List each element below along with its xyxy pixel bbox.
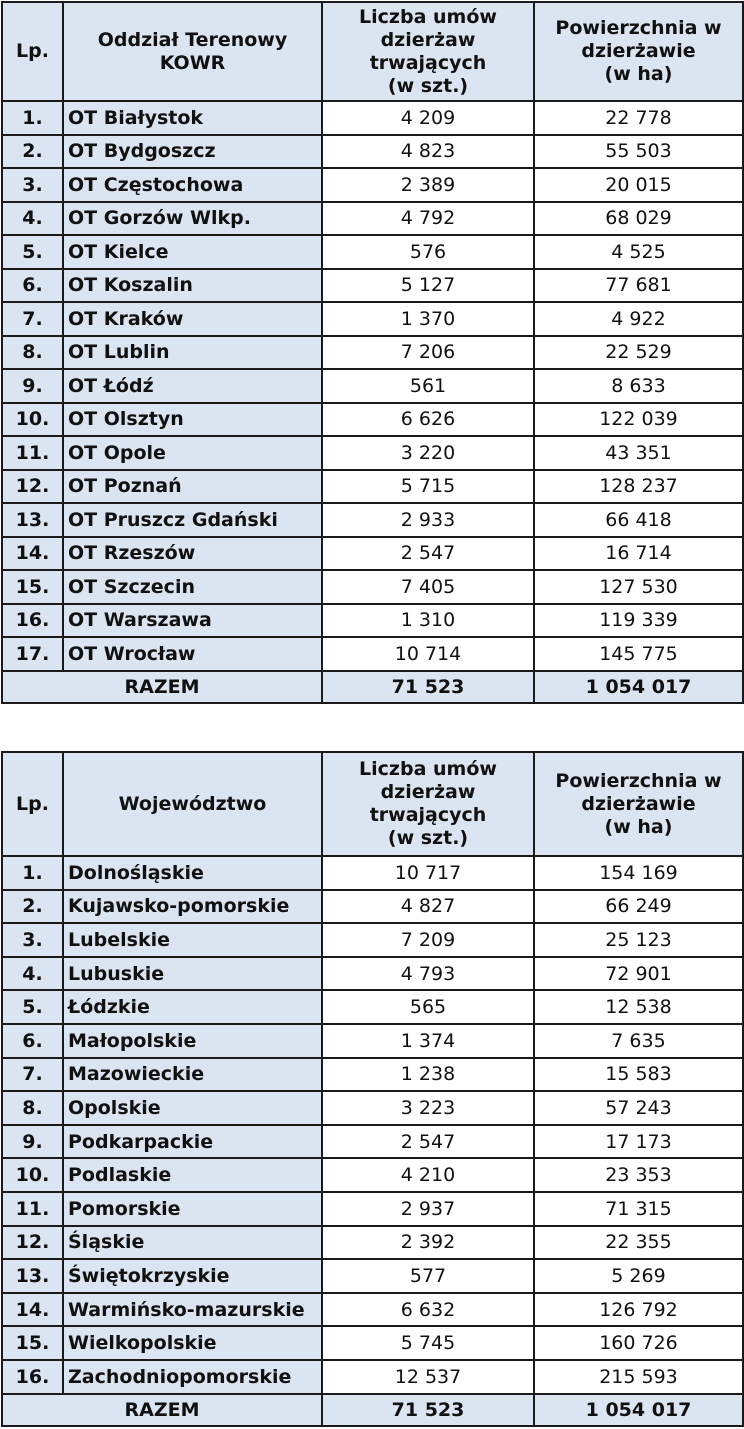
header-unit-line: Województwo: [118, 792, 267, 815]
row-area: 77 681: [534, 269, 743, 303]
row-contracts: 4 792: [322, 202, 534, 236]
header-row: [2, 752, 743, 856]
row-lp: 8.: [2, 1091, 63, 1125]
table-row: [2, 637, 743, 671]
row-contracts: 6 632: [322, 1293, 534, 1327]
header-contracts-line: Liczba umów: [359, 5, 497, 28]
row-name: OT Warszawa: [63, 604, 322, 638]
row-lp: 1.: [2, 101, 63, 135]
row-area: 8 633: [534, 369, 743, 403]
row-area: 22 778: [534, 101, 743, 135]
row-contracts: 2 937: [322, 1192, 534, 1226]
row-lp: 13.: [2, 1259, 63, 1293]
row-area: 57 243: [534, 1091, 743, 1125]
table-row: [2, 336, 743, 370]
row-name: OT Białystok: [63, 101, 322, 135]
table-row: [2, 957, 743, 991]
row-name: OT Częstochowa: [63, 168, 322, 202]
row-name: OT Wrocław: [63, 637, 322, 671]
row-contracts: 565: [322, 990, 534, 1024]
row-area: 43 351: [534, 436, 743, 470]
total-label: RAZEM: [2, 671, 322, 703]
row-name: OT Rzeszów: [63, 537, 322, 571]
row-name: OT Koszalin: [63, 269, 322, 303]
row-lp: 3.: [2, 168, 63, 202]
row-contracts: 12 537: [322, 1360, 534, 1394]
table-row: [2, 101, 743, 135]
header-contracts-line: dzierżaw: [380, 781, 476, 803]
row-area: 66 249: [534, 890, 743, 924]
row-lp: 11.: [2, 1192, 63, 1226]
table-row: [2, 235, 743, 269]
total-row: [2, 671, 743, 703]
table-row: [2, 604, 743, 638]
row-contracts: 577: [322, 1259, 534, 1293]
row-lp: 7.: [2, 1058, 63, 1092]
row-contracts: 7 209: [322, 923, 534, 957]
row-area: 23 353: [534, 1158, 743, 1192]
table-row: [2, 1125, 743, 1159]
row-contracts: 6 626: [322, 403, 534, 437]
header-area-line: dzierżawie: [581, 792, 696, 815]
row-lp: 9.: [2, 369, 63, 403]
row-area: 119 339: [534, 604, 743, 638]
row-contracts: 4 823: [322, 135, 534, 169]
header-contracts: [322, 2, 534, 101]
row-name: Dolnośląskie: [63, 856, 322, 890]
row-area: 128 237: [534, 470, 743, 504]
row-area: 71 315: [534, 1192, 743, 1226]
row-area: 122 039: [534, 403, 743, 437]
row-contracts: 4 827: [322, 890, 534, 924]
table-row: [2, 436, 743, 470]
table-row: [2, 923, 743, 957]
row-name: OT Poznań: [63, 470, 322, 504]
row-name: OT Bydgoszcz: [63, 135, 322, 169]
table-row: [2, 503, 743, 537]
row-area: 215 593: [534, 1360, 743, 1394]
row-area: 20 015: [534, 168, 743, 202]
row-lp: 6.: [2, 269, 63, 303]
total-contracts: 71 523: [322, 671, 534, 703]
table-row: [2, 1192, 743, 1226]
row-area: 12 538: [534, 990, 743, 1024]
table-body: [2, 856, 743, 1394]
row-name: Wielkopolskie: [63, 1326, 322, 1360]
row-name: Świętokrzyskie: [63, 1259, 322, 1293]
table-row: [2, 1259, 743, 1293]
row-contracts: 561: [322, 369, 534, 403]
row-area: 160 726: [534, 1326, 743, 1360]
header-lp: Lp.: [2, 752, 63, 856]
row-lp: 5.: [2, 235, 63, 269]
row-area: 145 775: [534, 637, 743, 671]
row-contracts: 2 389: [322, 168, 534, 202]
row-name: OT Kielce: [63, 235, 322, 269]
table-row: [2, 1326, 743, 1360]
row-contracts: 1 374: [322, 1024, 534, 1058]
row-lp: 17.: [2, 637, 63, 671]
row-lp: 12.: [2, 1226, 63, 1260]
row-contracts: 4 210: [322, 1158, 534, 1192]
row-contracts: 2 392: [322, 1226, 534, 1260]
row-contracts: 2 547: [322, 1125, 534, 1159]
row-lp: 15.: [2, 570, 63, 604]
row-name: OT Kraków: [63, 302, 322, 336]
header-contracts-line: (w szt.): [387, 74, 469, 97]
row-name: Lubelskie: [63, 923, 322, 957]
table-row: [2, 1226, 743, 1260]
row-name: Lubuskie: [63, 957, 322, 991]
row-name: Zachodniopomorskie: [63, 1360, 322, 1394]
row-area: 25 123: [534, 923, 743, 957]
row-name: Kujawsko-pomorskie: [63, 890, 322, 924]
kowr-branch-table: [1, 1, 744, 704]
row-lp: 16.: [2, 1360, 63, 1394]
row-area: 16 714: [534, 537, 743, 571]
row-name: OT Pruszcz Gdański: [63, 503, 322, 537]
total-area: 1 054 017: [534, 1394, 743, 1426]
row-lp: 10.: [2, 403, 63, 437]
header-area-line: (w ha): [604, 815, 673, 838]
row-area: 5 269: [534, 1259, 743, 1293]
header-contracts-line: (w szt.): [387, 827, 469, 849]
row-contracts: 1 310: [322, 604, 534, 638]
row-contracts: 4 209: [322, 101, 534, 135]
row-area: 154 169: [534, 856, 743, 890]
header-area-line: Powierzchnia w: [555, 769, 722, 792]
row-area: 17 173: [534, 1125, 743, 1159]
row-name: OT Szczecin: [63, 570, 322, 604]
table-row: [2, 369, 743, 403]
total-row: [2, 1394, 743, 1426]
table-row: [2, 570, 743, 604]
row-name: Łódzkie: [63, 990, 322, 1024]
table-row: [2, 403, 743, 437]
header-contracts-line: dzierżaw: [380, 28, 476, 51]
row-area: 127 530: [534, 570, 743, 604]
table-row: [2, 1360, 743, 1394]
row-lp: 3.: [2, 923, 63, 957]
header-unit: [63, 752, 322, 856]
row-lp: 10.: [2, 1158, 63, 1192]
row-name: OT Łódź: [63, 369, 322, 403]
row-lp: 12.: [2, 470, 63, 504]
total-area: 1 054 017: [534, 671, 743, 703]
voivodeship-table: [1, 751, 744, 1427]
row-contracts: 10 717: [322, 856, 534, 890]
header-unit: [63, 2, 322, 101]
row-lp: 6.: [2, 1024, 63, 1058]
row-name: Opolskie: [63, 1091, 322, 1125]
table-row: [2, 1158, 743, 1192]
header-area-line: dzierżawie: [581, 40, 696, 62]
row-area: 126 792: [534, 1293, 743, 1327]
row-lp: 2.: [2, 890, 63, 924]
table-row: [2, 890, 743, 924]
header-area-line: Powierzchnia w: [555, 17, 722, 39]
row-name: Małopolskie: [63, 1024, 322, 1058]
row-contracts: 3 223: [322, 1091, 534, 1125]
header-area: [534, 752, 743, 856]
row-name: Mazowieckie: [63, 1058, 322, 1092]
header-area-line: (w ha): [604, 63, 673, 85]
row-lp: 1.: [2, 856, 63, 890]
header-unit-line: KOWR: [159, 51, 226, 74]
row-lp: 8.: [2, 336, 63, 370]
row-lp: 11.: [2, 436, 63, 470]
row-contracts: 7 405: [322, 570, 534, 604]
row-contracts: 5 745: [322, 1326, 534, 1360]
row-lp: 7.: [2, 302, 63, 336]
row-name: Podlaskie: [63, 1158, 322, 1192]
row-area: 7 635: [534, 1024, 743, 1058]
row-area: 55 503: [534, 135, 743, 169]
header-lp: Lp.: [2, 2, 63, 101]
row-lp: 4.: [2, 202, 63, 236]
header-contracts-line: trwających: [369, 804, 487, 826]
table-row: [2, 990, 743, 1024]
row-name: OT Olsztyn: [63, 403, 322, 437]
row-contracts: 1 238: [322, 1058, 534, 1092]
row-lp: 2.: [2, 135, 63, 169]
table-row: [2, 1293, 743, 1327]
row-name: OT Gorzów Wlkp.: [63, 202, 322, 236]
row-lp: 15.: [2, 1326, 63, 1360]
table-row: [2, 135, 743, 169]
row-area: 4 525: [534, 235, 743, 269]
row-lp: 13.: [2, 503, 63, 537]
row-lp: 14.: [2, 537, 63, 571]
row-name: Podkarpackie: [63, 1125, 322, 1159]
row-contracts: 5 127: [322, 269, 534, 303]
row-lp: 4.: [2, 957, 63, 991]
header-contracts: [322, 752, 534, 856]
header-contracts-line: Liczba umów: [359, 758, 497, 780]
row-lp: 14.: [2, 1293, 63, 1327]
row-name: Pomorskie: [63, 1192, 322, 1226]
row-contracts: 4 793: [322, 957, 534, 991]
row-contracts: 5 715: [322, 470, 534, 504]
row-area: 22 355: [534, 1226, 743, 1260]
table-body: [2, 101, 743, 671]
table-row: [2, 856, 743, 890]
table-row: [2, 202, 743, 236]
table-row: [2, 1058, 743, 1092]
row-contracts: 2 933: [322, 503, 534, 537]
row-contracts: 2 547: [322, 537, 534, 571]
total-label: RAZEM: [2, 1394, 322, 1426]
header-unit-line: Oddział Terenowy: [97, 28, 288, 51]
table-row: [2, 168, 743, 202]
table-row: [2, 302, 743, 336]
table-row: [2, 470, 743, 504]
row-area: 22 529: [534, 336, 743, 370]
row-lp: 9.: [2, 1125, 63, 1159]
header-area: [534, 2, 743, 101]
row-name: OT Lublin: [63, 336, 322, 370]
row-contracts: 1 370: [322, 302, 534, 336]
row-name: Warmińsko-mazurskie: [63, 1293, 322, 1327]
header-row: [2, 2, 743, 101]
total-contracts: 71 523: [322, 1394, 534, 1426]
row-contracts: 3 220: [322, 436, 534, 470]
row-name: Śląskie: [63, 1226, 322, 1260]
row-area: 15 583: [534, 1058, 743, 1092]
row-contracts: 10 714: [322, 637, 534, 671]
row-lp: 16.: [2, 604, 63, 638]
row-contracts: 576: [322, 235, 534, 269]
row-area: 66 418: [534, 503, 743, 537]
header-contracts-line: trwających: [369, 51, 487, 74]
table-row: [2, 537, 743, 571]
row-area: 72 901: [534, 957, 743, 991]
row-area: 4 922: [534, 302, 743, 336]
row-contracts: 7 206: [322, 336, 534, 370]
table-row: [2, 269, 743, 303]
row-name: OT Opole: [63, 436, 322, 470]
row-lp: 5.: [2, 990, 63, 1024]
table-row: [2, 1091, 743, 1125]
table-row: [2, 1024, 743, 1058]
row-area: 68 029: [534, 202, 743, 236]
